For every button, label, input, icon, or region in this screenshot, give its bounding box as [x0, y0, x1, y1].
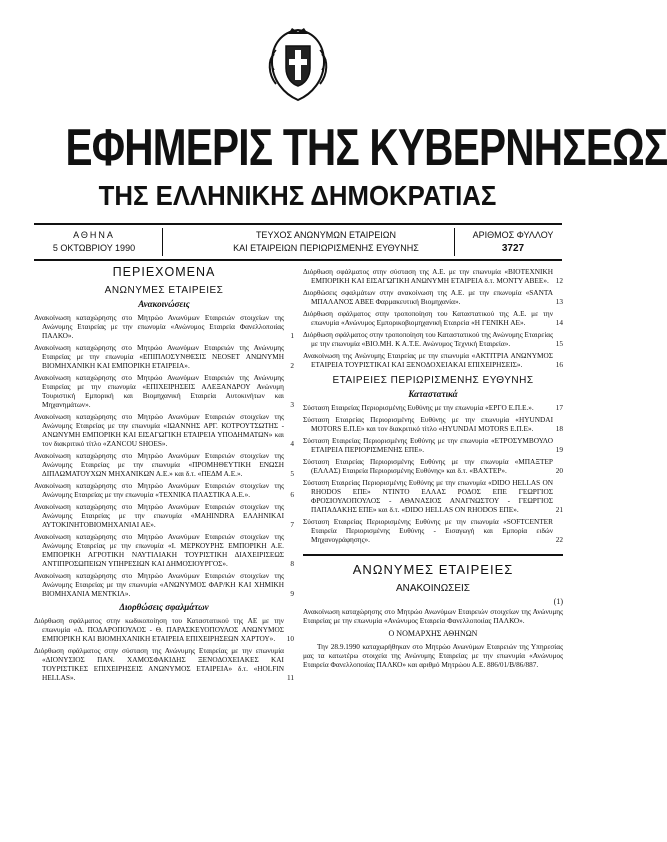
- contents-entry: [303, 330, 563, 348]
- entry-page-number: 16: [555, 360, 563, 369]
- ae-section-heading: ΑΝΩΝΥΜΕΣ ΕΤΑΙΡΕΙΕΣ: [104, 285, 224, 296]
- contents-entry: [303, 478, 563, 514]
- contents-entry: [303, 415, 563, 433]
- entry-text: Ανακοίνωση καταχώρησης στο Μητρώο Ανωνύμων Εταιρειών της Ανώνυμης Εταιρείας με την επωνυμία «ΕΠΙΧΕΙΡΗΣΕΙΣ ΑΛΕΞΑΝΔΡΟΥ Ανώνυμη Τουριστική Εμπορική και Βιομηχανική Εταιρεία Αυτοκινήτων και Μηχανημάτων».: [34, 373, 284, 409]
- entry-text: Ανακοίνωση της Ανώνυμης Εταιρείας με την επωνυμία «ΑΚΤΙΤΡΙΑ ΑΝΩΝΥΜΟΣ ΕΤΑΙΡΕΙΑ ΤΟΥΡΙΣΤΙΚΑΙ ΚΑΙ ΞΕΝΟΔΟΧΕΙΑΚΑΙ ΕΠΙΧΕΙΡΗΣΕΙΣ».: [303, 351, 553, 369]
- body-intro: Ανακοίνωση καταχώρησης στο Μητρώο Ανωνύμων Εταιρειών στοιχείων της Ανώνυμης Εταιρείας με την επωνυμία «Ανώνυμος Εταιρεία Φανελλοποιίας ΠΑΛΚΟ».: [303, 607, 563, 625]
- contents-entry: [34, 343, 294, 370]
- entry-text: Ανακοίνωση καταχώρησης στο Μητρώο Ανωνύμων Εταιρειών στοιχείων της Ανώνυμης Εταιρείας με την επωνυμία «ΙΩΑΝΝΗΣ ΑΡΓ. ΚΟΤΡΟΥΤΣΩΤΗΣ - ΑΝΩΝΥΜΗ ΕΜΠΟΡΙΚΗ ΚΑΙ ΕΙΣΑΓΩΓΙΚΗ ΕΤΑΙΡΕΙΑ ΥΠΟΔΗΜΑΤΩΝ» και τον διακριτικό τίτλο «ZANCOU SHOES».: [34, 412, 284, 448]
- issue-place-date: [44, 229, 144, 255]
- entry-page-number: 20: [555, 466, 563, 475]
- issue-series-line2: ΚΑΙ ΕΤΑΙΡΕΙΩΝ ΠΕΡΙΩΡΙΣΜΕΝΗΣ ΕΥΘΥΝΗΣ: [233, 243, 419, 253]
- entry-text: Σύσταση Εταιρείας Περιορισμένης Ευθύνης με την επωνυμία «SOFTCENTER Εταιρεία Περιορισμένης Ευθύνης - Εισαγωγή και Εμπορία ειδών Μηχανογράφησης».: [303, 517, 553, 544]
- entry-page-number: 19: [555, 445, 563, 454]
- entry-text: Ανακοίνωση καταχώρησης στο Μητρώο Ανωνύμων Εταιρειών στοιχείων της Ανώνυμης Εταιρείας με την επωνυμία «ΑΝΩΝΥΜΟΣ ΦΑΡ/ΚΗ ΚΑΙ ΧΗΜΙΚΗ ΒΙΟΜΗΧΑΝΙΑ ΜΕΝΤΚΙΛ».: [34, 571, 284, 598]
- item-number: (1): [553, 597, 563, 606]
- entry-page-number: 21: [555, 505, 563, 514]
- issue-series-line1: ΤΕΥΧΟΣ ΑΝΩΝΥΜΩΝ ΕΤΑΙΡΕΙΩΝ: [255, 230, 397, 240]
- contents-entry: [34, 532, 294, 568]
- contents-entry: [303, 267, 563, 285]
- issue-divider: [162, 228, 163, 256]
- entry-page-number: 3: [290, 400, 294, 409]
- entry-text: Ανακοίνωση καταχώρησης στο Μητρώο Ανωνύμων Εταιρειών στοιχείων της Ανώνυμης Εταιρείας με την επωνυμία «ΤΕΧΝΙΚΑ ΠΛΑΣΤΙΚΑ Α.Ε.».: [34, 481, 284, 499]
- sheet-number: 3727: [501, 243, 525, 254]
- contents-entry: [303, 309, 563, 327]
- epe-statutes-heading: Καταστατικά: [408, 389, 458, 399]
- newspaper-title: ΕΦΗΜΕΡΙΣ ΤΗΣ ΚΥΒΕΡΝΗΣΕΩΣ: [65, 119, 667, 177]
- entry-text: Διορθώσεις σφαλμάτων στην ανακοίνωση της Α.Ε. με την επωνυμία «SANTA ΜΠΑΛΑΝΟΣ ΑΒΕΕ Φαρμακευτική Βιομηχανία».: [303, 288, 553, 306]
- epe-list: [303, 403, 563, 544]
- entry-page-number: 2: [290, 361, 294, 370]
- contents-entry: [303, 403, 563, 412]
- entry-text: Σύσταση Εταιρείας Περιορισμένης Ευθύνης με την επωνυμία «ΜΠΑΞΤΕΡ (ΕΛΛΑΣ) Εταιρεία Περιορισμένης Ευθύνης» και δ.τ. «ΒΑΧΤΕΡ».: [303, 457, 553, 475]
- entry-text: Σύσταση Εταιρείας Περιορισμένης Ευθύνης με την επωνυμία «DIDO HELLAS ON RHODOS ΕΠΕ» ΝΤΙΝΤΟ ΕΛΛΑΣ ΡΟΔΟΣ ΕΠΕ ΓΕΩΡΓΙΟΣ ΦΡΟΣΙΟΥΛΟΠΟΥΛΟΣ - ΑΘΑΝΑΣΙΟΣ ΑΝΑΓΝΩΣΤΟΥ - ΓΕΩΡΓΙΟΣ ΠΑΠΑΔΑΚΗΣ ΕΠΕ» και δ.τ. «DIDO HELLAS ON RHODOS ΕΠΕ».: [303, 478, 553, 514]
- entry-page-number: 7: [290, 520, 294, 529]
- entry-page-number: 12: [555, 276, 563, 285]
- contents-entry: [34, 502, 294, 529]
- ae-announcements-list: [34, 313, 294, 598]
- issue-city: ΑΘΗΝΑ: [73, 230, 115, 240]
- body-subheading: ΑΝΑΚΟΙΝΩΣΕΙΣ: [396, 583, 470, 594]
- entry-page-number: 5: [290, 469, 294, 478]
- entry-text: Διόρθωση σφάλματος στην τροποποίηση του Καταστατικού της Α.Ε. με την επωνυμία «Ανώνυμος Εμπορικοβιομηχανική Εταιρεία «Η ΓΕΝΙΚΗ ΑΕ».: [303, 309, 553, 327]
- contents-entry: [303, 517, 563, 544]
- entry-page-number: 6: [290, 490, 294, 499]
- entry-page-number: 22: [555, 535, 563, 544]
- entry-text: Ανακοίνωση καταχώρησης στο Μητρώο Ανωνύμων Εταιρειών στοιχείων της Ανώνυμης Εταιρείας με την επωνυμία «ΠΡΟΜΗΘΕΥΤΙΚΗ ΕΝΩΣΗ ΔΙΠΛΩΜΑΤΟΥΧΩΝ ΜΗΧΑΝΙΚΩΝ Α.Ε.» και δ.τ. «ΠΕΔΜ Α.Ε.».: [34, 451, 284, 478]
- issue-date: 5 ΟΚΤΩΒΡΙΟΥ 1990: [52, 243, 136, 253]
- entry-text: Ανακοίνωση καταχώρησης στο Μητρώο Ανωνύμων Εταιρειών στοιχείων της Ανώνυμης Εταιρείας με την επωνυμία «ΜΑΗΙΝDRA ΕΛΛΗΝΙΚΑΙ ΑΥΤΟΚΙΝΗΤΟΒΙΟΜΗΧΑΝΙΑΙ ΑΕ».: [34, 502, 284, 529]
- entry-page-number: 13: [555, 297, 563, 306]
- prefect-heading: Ο ΝΟΜΑΡΧΗΣ ΑΘΗΝΩΝ: [388, 629, 478, 638]
- entry-text: Ανακοίνωση καταχώρησης στο Μητρώο Ανωνύμων Εταιρειών στοιχείων της Ανώνυμης Εταιρείας με την επωνυμία «Ι. ΜΕΡΚΟΥΡΗΣ ΕΜΠΟΡΙΚΗ Α.Ε. ΕΜΠΟΡΙΚΗ ΑΓΡΟΤΙΚΗ ΝΑΥΤΙΛΙΑΚΗ ΤΟΥΡΙΣΤΙΚΗ ΔΙΑΧΕΙΡΙΣΕΩΣ ΑΝΤΙΠΡΟΣΩΠΕΙΩΝ ΥΠΗΡΕΣΙΩΝ ΚΑΙ ΔΗΜΟΣΙΟΥΡΓΟΣ».: [34, 532, 284, 568]
- entry-page-number: 18: [555, 424, 563, 433]
- contents-entry: [34, 481, 294, 499]
- contents-entry: [34, 313, 294, 340]
- greek-coat-of-arms-icon: [262, 24, 334, 104]
- entry-text: Διόρθωση σφάλματος στην σύσταση της Ανώνυμης Εταιρείας με την επωνυμία «ΔΙΟΝΥΣΙΟΣ ΠΑΝ. ΧΑΜΟΣΦΑΚΙΔΗΣ ΞΕΝΟΔΟΧΕΙΑΚΕΣ ΚΑΙ ΤΟΥΡΙΣΤΙΚΕΣ ΕΠΙΧΕΙΡΗΣΕΙΣ ΑΝΩΝΥΜΟΣ ΕΤΑΙΡΕΙΑ» δ.τ. «ΗΟLFIN ΗΕLLAS».: [34, 646, 284, 682]
- ae-announcements-heading: Ανακοινώσεις: [138, 299, 190, 309]
- contents-entry: [34, 646, 294, 682]
- newspaper-subtitle: ΤΗΣ ΕΛΛΗΝΙΚΗΣ ΔΗΜΟΚΡΑΤΙΑΣ: [98, 180, 497, 211]
- issue-info-bar: [34, 223, 562, 261]
- entry-page-number: 14: [555, 318, 563, 327]
- contents-entry: [303, 288, 563, 306]
- ae-corrections-heading: Διορθώσεις σφαλμάτων: [119, 602, 209, 612]
- contents-entry: [34, 373, 294, 409]
- ae-right-list: [303, 267, 563, 369]
- entry-text: Διόρθωση σφάλματος στην κωδικοποίηση του Καταστατικού της ΑΕ με την επωνυμία «Δ. ΠΟΔΑΡΟΠΟΥΛΟΣ - Θ. ΠΑΡΑΣΚΕΥΟΠΟΥΛΟΣ ΑΝΩΝΥΜΟΣ ΕΜΠΟΡΙΚΗ ΚΑΙ ΒΙΟΜΗΧΑΝΙΚΗ ΕΤΑΙΡΕΙΑ ΕΠΙΧΕΙΡΗΣΕΩΝ ΧΑΡΤΟΥ».: [34, 616, 284, 643]
- entry-page-number: 10: [286, 634, 294, 643]
- contents-entry: [303, 351, 563, 369]
- entry-text: Ανακοίνωση καταχώρησης στο Μητρώο Ανωνύμων Εταιρειών στοιχείων της Ανώνυμης Εταιρείας με την επωνυμία «Ανώνυμος Εταιρεία Φανελλοποιίας ΠΑΛΚΟ».: [34, 313, 284, 340]
- entry-page-number: 11: [286, 673, 294, 682]
- sheet-label: ΑΡΙΘΜΟΣ ΦΥΛΛΟΥ: [472, 230, 554, 240]
- issue-sheet: [464, 229, 562, 255]
- contents-entry: [34, 451, 294, 478]
- entry-page-number: 9: [290, 589, 294, 598]
- body-paragraph: Την 28.9.1990 καταχωρήθηκαν στο Μητρώο Ανωνύμων Εταιρειών της Υπηρεσίας μας τα κατωτέρω στοιχεία της Ανώνυμης Εταιρείας με την επωνυμία «Ανώνυμος Εταιρεία Φανελλοποιίας ΠΑΛΚΟ» και αριθμό Μητρώου Α.Ε. 886/01/Β/86/887.: [303, 642, 563, 669]
- issue-divider: [454, 228, 455, 256]
- entry-page-number: 15: [555, 339, 563, 348]
- issue-series: [176, 229, 476, 255]
- left-column: [34, 265, 294, 685]
- entry-text: Διόρθωση σφάλματος στην σύσταση της Α.Ε. με την επωνυμία «ΒΙΟΤΕΧΝΙΚΗ ΕΜΠΟΡΙΚΗ ΚΑΙ ΕΙΣΑΓΩΓΙΚΗ ΑΝΩΝΥΜΗ ΕΤΑΙΡΕΙΑ δ.τ. ΜΟΝΤΥ ΑΒΕΕ».: [303, 267, 553, 285]
- entry-text: Σύσταση Εταιρείας Περιορισμένης Ευθύνης με την επωνυμία «ΕΡΓΟ Ε.Π.Ε.».: [303, 403, 534, 412]
- entry-page-number: 4: [290, 439, 294, 448]
- entry-text: Διόρθωση σφάλματος στην τροποποίηση του Καταστατικού της Ανώνυμης Εταιρείας με την επωνυμία «ΒΙΟ.ΜΗ. Κ Α.Τ.Ε. Ανώνυμος Τεχνική Εταιρεία».: [303, 330, 553, 348]
- contents-entry: [303, 436, 563, 454]
- contents-entry: [34, 571, 294, 598]
- contents-entry: [34, 412, 294, 448]
- ae-corrections-list: [34, 616, 294, 682]
- entry-page-number: 1: [290, 331, 294, 340]
- body-section-heading: ΑΝΩΝΥΜΕΣ ΕΤΑΙΡΕΙΕΣ: [352, 562, 514, 577]
- contents-heading: ΠΕΡΙΕΧΟΜΕΝΑ: [112, 265, 216, 279]
- contents-entry: [34, 616, 294, 643]
- right-column: [303, 267, 563, 673]
- entry-text: Ανακοίνωση καταχώρησης στο Μητρώο Ανωνύμων Εταιρειών της Ανώνυμης Εταιρείας με την επωνυμία «ΕΠΙΠΛΟΣΥΝΘΕΣΙΣ NEOSET ΑΝΩΝΥΜΗ ΒΙΟΜΗΧΑΝΙΚΗ ΚΑΙ ΕΜΠΟΡΙΚΗ ΕΤΑΙΡΕΙΑ».: [34, 343, 284, 370]
- entry-page-number: 17: [555, 403, 563, 412]
- entry-page-number: 8: [290, 559, 294, 568]
- contents-entry: [303, 457, 563, 475]
- entry-text: Σύσταση Εταιρείας Περιορισμένης Ευθύνης με την επωνυμία «ΕΤΡΟΣΥΜΒΟΥΛΟ ΕΤΑΙΡΕΙΑ ΠΕΡΙΟΡΙΣΜΕΝΗΣ ΕΠΕ».: [303, 436, 553, 454]
- section-divider: [303, 554, 563, 556]
- entry-text: Σύσταση Εταιρείας Περιορισμένης Ευθύνης με την επωνυμία «ΗΥUNDAI MOTORS Ε.Π.Ε» και τον διακριτικό τίτλο «ΗΥUNDAI MOTORS Ε.Π.Ε».: [303, 415, 553, 433]
- epe-section-heading: ΕΤΑΙΡΕΙΕΣ ΠΕΡΙΩΡΙΣΜΕΝΗΣ ΕΥΘΥΝΗΣ: [332, 375, 534, 386]
